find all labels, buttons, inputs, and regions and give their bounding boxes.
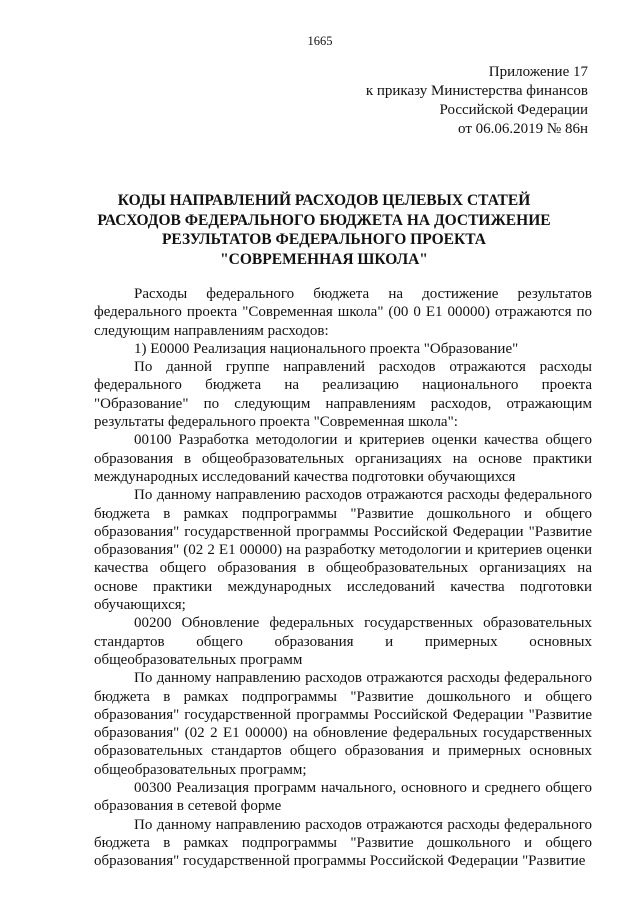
appendix-order: к приказу Министерства финансов (365, 83, 588, 99)
appendix-header (366, 63, 588, 139)
paragraph-code-00300-description: По данному направлению расходов отражаются расходы федерального бюджета в рамках подпрограммы "Развитие дошкольного и общего образования" государственной программы Российской Федерации "Развитие (94, 816, 592, 870)
page-number: 1665 (307, 34, 333, 48)
paragraph-code-00100: 00100 Разработка методологии и критериев оценки качества общего образования в общеобразовательных организациях на основе практики международных исследований качества подготовки обучающихся (94, 432, 592, 485)
paragraph-intro: Расходы федерального бюджета на достижение результатов федерального проекта "Современная школа" (00 0 E1 00000) отражаются по следующим направлениям расходов: (94, 286, 592, 339)
document-title (56, 191, 592, 269)
title-line-2: РАСХОДОВ ФЕДЕРАЛЬНОГО БЮДЖЕТА НА ДОСТИЖЕНИЕ (97, 211, 551, 229)
paragraph-code-00300: 00300 Реализация программ начального, основного и среднего общего образования в сетевой форме (94, 780, 592, 815)
title-line-3: РЕЗУЛЬТАТОВ ФЕДЕРАЛЬНОГО ПРОЕКТА (161, 231, 487, 248)
appendix-date: от 06.06.2019 № 86н (458, 121, 588, 137)
document-body (94, 285, 592, 871)
paragraph-code-00200: 00200 Обновление федеральных государственных образовательных стандартов общего образования и примерных основных общеобразовательных программ (94, 615, 592, 668)
title-line-4: "СОВРЕМЕННАЯ ШКОЛА" (220, 250, 428, 268)
paragraph-section-e0000: 1) E0000 Реализация национального проекта "Образование" (134, 340, 519, 357)
paragraph-group-description: По данной группе направлений расходов отражаются расходы федерального бюджета на реализацию национального проекта "Образование" по следующим направлениям расходов, отражающим результаты федерального проекта "Современная школа": (94, 359, 592, 431)
appendix-country: Российской Федерации (439, 102, 588, 118)
appendix-number: Приложение 17 (488, 64, 588, 80)
title-line-1: КОДЫ НАПРАВЛЕНИЙ РАСХОДОВ ЦЕЛЕВЫХ СТАТЕЙ (117, 192, 531, 209)
paragraph-code-00100-description: По данному направлению расходов отражаются расходы федерального бюджета в рамках подпрограммы "Развитие дошкольного и общего образования" государственной программы Российской Федерации "Развитие образования" (02 2 E1 00000) на разработку методологии и критериев оценки качества общего образования в общеобразовательных организациях на основе практики международных исследований качества подготовки обучающихся; (94, 487, 592, 614)
paragraph-code-00200-description: По данному направлению расходов отражаются расходы федерального бюджета в рамках подпрограммы "Развитие дошкольного и общего образования" государственной программы Российской Федерации "Развитие образования" (02 2 E1 00000) на обновление федеральных государственных образовательных стандартов общего образования и примерных основных общеобразовательных программ; (94, 670, 592, 778)
